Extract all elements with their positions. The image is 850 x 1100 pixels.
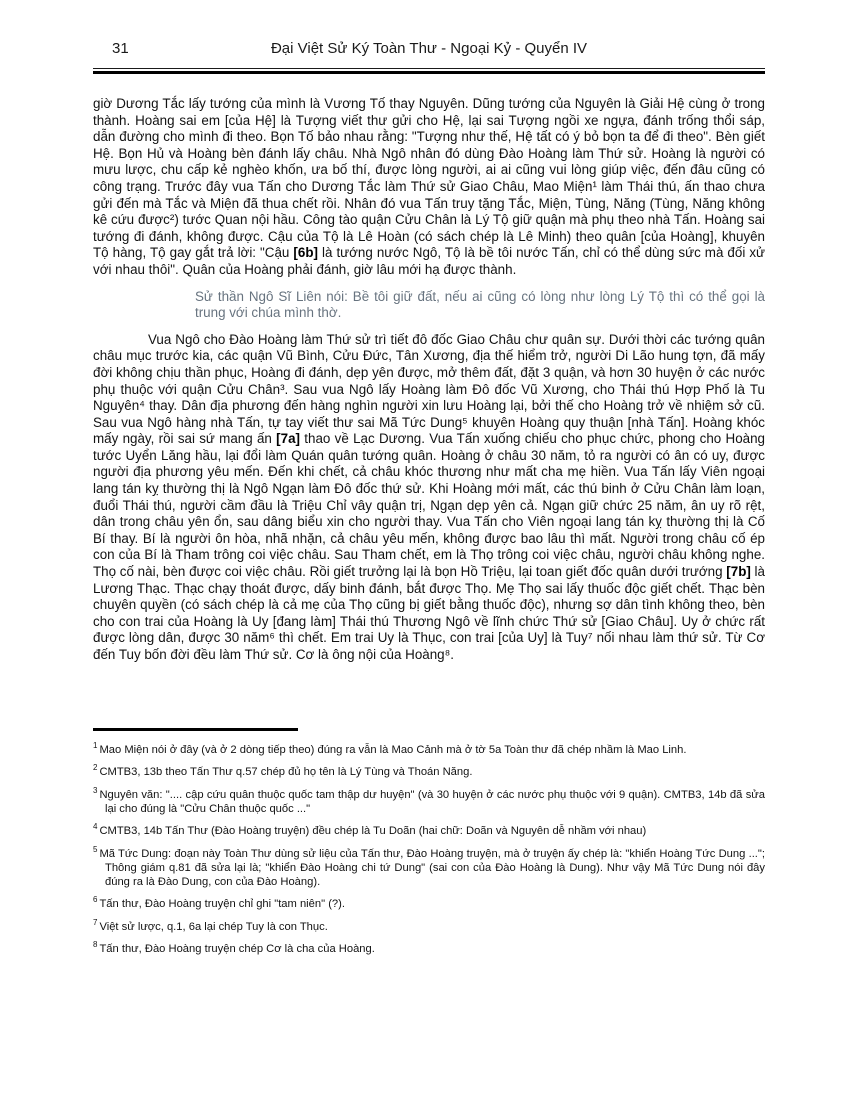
folio-marker-7a: [7a]: [276, 431, 300, 447]
footnote-divider: [93, 728, 298, 731]
footnote-4: [93, 824, 765, 838]
body-text: [93, 96, 765, 664]
page-number: 31: [112, 40, 129, 57]
paragraph-text: giờ Dương Tắc lấy tướng của mình là Vương Tố thay Nguyên. Dũng tướng của Nguyên là Giải Hệ cùng ở trong thành. Hoàng sai em [của Hệ] là Tượng viết thư gửi cho Hệ, lại sai Tượng ngồi xe ngựa, đánh trống thổi sáp, dẫn đường cho mình đi theo. Bọn Tố bảo nhau rằng: "Tượng như thế, Hệ tất có ý bỏ bọn ta để đi theo". Bèn giết Hệ. Bọn Hủ và Hoàng bèn đánh lấy châu. Nhà Ngô nhân đó dùng Đào Hoàng làm Thứ sử. Hoàng là người có mưu lược, chu cấp kẻ nghèo khốn, ưa bố thí, được lòng người, ai ai cũng vui lòng giúp việc, đến đâu cũng có công trạng. Trước đây vua Tấn cho Dương Tắc làm Thứ sử Giao Châu, Mao Miện¹ làm Thái thú, ấn thao chưa gửi đến mà Tắc và Miện đã thua chết rồi. Nhân đó vua Tấn truy tặng Tắc, Miện, Tùng, Năng (Tùng, Năng không kê cứu được²) tước Quan nội hầu. Công tào quận Cửu Chân là Lý Tộ giữ quận mà phụ theo nhà Tấn. Hoàng sai tướng đi đánh, không được. Cậu của Tộ là Lê Hoàn (có sách chép là Lê Minh) theo quân [của Hoàng], khuyên Tộ hàng, Tộ gay gắt trả lời: "Cậu: [93, 96, 765, 261]
footnote-6: [93, 897, 765, 911]
paragraph: [93, 332, 765, 664]
footnote-text: CMTB3, 13b theo Tấn Thư q.57 chép đủ họ tên là Lý Tùng và Thoán Năng.: [99, 766, 473, 779]
footnote-7: [93, 917, 765, 934]
paragraph-text: thao về Lạc Dương. Vua Tấn xuống chiếu cho phục chức, phong cho Hoàng tước Uyển Lăng hầu, lại đổi làm Quán quân tướng quân. Hoàng ở châu 30 năm, tỏ ra người có ân có uy, được người địa phương yêu mến. Đến khi chết, cả châu khóc thương như mất cha mẹ hiền. Vua Tấn lấy Viên ngoại lang tán kỵ thường thị là Ngô Ngạn làm Đô đốc thứ sử. Khi Hoàng mới mất, các thú binh ở Cửu Chân làm loạn, đuổi Thái thú, người cầm đầu là Triệu Chỉ vây quận trị, Ngạn dẹp yên cả. Ngạn giữ chức 25 năm, ân uy rõ rệt, dân trong châu yên ổn, sau dâng biểu xin cho người thay. Vua Tấn cho Viên ngoại lang tán kỵ thường thị là Cố Bí thay. Bí là người ôn hòa, nhã nhặn, cả châu yêu mến, không được bao lâu thì mất. Người trong châu cố ép con của Bí là Tham trông coi việc châu. Sau Tham chết, em là Thọ trông coi việc châu, người châu không nghe. Thọ cố nài, bèn được coi việc châu. Rồi giết trưởng lại là bọn Hồ Triệu, lại toan giết đốc quân dưới trướng: [93, 431, 765, 580]
footnote-text: CMTB3, 14b Tấn Thư (Đào Hoàng truyện) đều chép là Tu Doãn (hai chữ: Doãn và Nguyên dễ nhầm với nhau): [99, 825, 647, 838]
footnote-2: [93, 765, 765, 779]
folio-marker-7b: [7b]: [726, 564, 751, 580]
footnote-number: 8: [93, 940, 98, 950]
footnote-number: 2: [93, 763, 98, 773]
footnote-text: Mao Miện nói ở đây (và ở 2 dòng tiếp theo) đúng ra vẫn là Mao Cảnh mà ở tờ 5a Toàn thư đã chép nhầm là Mao Linh.: [99, 743, 687, 756]
footnote-text: Mã Tức Dung: đoạn này Toàn Thư dùng sử liệu của Tấn thư, Đào Hoàng truyện, mà ở truyện ấy chép là: "khiển Hoàng Tức Dung ..."; Thông giám q.81 đã sửa lại là; "khiển Đào Hoàng chi tứ Dung" (sai con của Đào Hoàng là Dung). Như vậy Mã Tức Dung nói đây đúng ra là Đào Dung, con của Đào Hoàng).: [99, 847, 765, 888]
header-divider: [93, 68, 765, 74]
footnotes-section: [93, 740, 765, 957]
footnote-3: [93, 785, 765, 816]
footnote-8: [93, 942, 765, 956]
footnote-text: Tấn thư, Đào Hoàng truyện chép Cơ là cha của Hoàng.: [99, 943, 375, 956]
footnote-number: 7: [93, 917, 98, 927]
footnote-number: 1: [93, 740, 98, 750]
paragraph: [93, 96, 765, 279]
document-title: Đại Việt Sử Ký Toàn Thư - Ngoại Kỷ - Quyển IV: [270, 40, 588, 57]
page-header: [93, 40, 765, 62]
footnote-text: Nguyên văn: ".... cập cứu quân thuộc quốc tam thập dư huyện" (và 30 huyện ở các nước phụ thuộc với 9 quận). CMTB3, 14b đã sửa lại cho đúng là "Cửu Chân thuộc quốc ...": [99, 788, 765, 815]
folio-marker-6b: [6b]: [293, 245, 318, 261]
paragraph-text: là Lương Thạc. Thạc chạy thoát được, dấy binh đánh, bắt được Thọ. Mẹ Thọ sai lấy thuốc độc giết chết. Thạc bèn chuyên quyền (có sách chép là cả mẹ của Thọ cũng bị giết bằng thuốc độc), nhưng sợ dân tình không theo, bèn cho con trai của Hoàng là Uy [đang làm] Thái thú Thương Ngô về lĩnh chức Thứ sử [Giao Châu]. Uy ở chức rất được lòng dân, được 30 năm⁶ thì chết. Em trai Uy là Thục, con trai [của Uy] là Tuy⁷ nối nhau làm thứ sử. Từ Cơ đến Tuy bốn đời đều làm Thứ sử. Cơ là ông nội của Hoàng⁸.: [93, 564, 765, 662]
footnote-text: Việt sử lược, q.1, 6a lại chép Tuy là con Thục.: [99, 920, 328, 933]
paragraph-text: Vua Ngô cho Đào Hoàng làm Thứ sử trì tiết đô đốc Giao Châu chư quân sự. Dưới thời các tướng quân châu mục trước kia, các quận Vũ Bình, Cửu Đức, Tân Xương, địa thế hiểm trở, người Di Lão hung tợn, đã mấy đời không chịu thần phục, Hoàng đi đánh, dẹp yên được, mở thêm đất, đặt 3 quận, và hơn 30 huyện ở các nước phụ thuộc với quận Cửu Chân³. Sau vua Ngô lấy Hoàng làm Đô đốc Vũ Xương, cho Thái thú Hợp Phố là Tu Nguyên⁴ thay. Dân địa phương đến hàng nghìn người xin lưu Hoàng lại, bởi thế cho Hoàng trở về nhiệm sở cũ. Sau vua Ngô hàng nhà Tấn, tự tay viết thư sai Mã Tức Dung⁵ khuyên Hoàng quy thuận [nhà Tấn]. Hoàng khóc mấy ngày, rồi sai sứ mang ấn: [93, 331, 765, 447]
footnote-text: Tấn thư, Đào Hoàng truyện chỉ ghi "tam niên" (?).: [99, 898, 345, 911]
paragraph-text: là tướng nước Ngô, Tộ là bề tôi nước Tấn, chỉ có thể dùng sức mà đối xử với nhau thôi". Quân của Hoàng phải đánh, giờ lâu mới hạ được thành.: [93, 245, 766, 277]
footnote-5: [93, 844, 765, 889]
footnote-number: 4: [93, 822, 98, 832]
footnote-1: [93, 740, 765, 757]
footnote-number: 6: [93, 895, 98, 905]
footnote-number: 5: [93, 844, 98, 854]
footnote-number: 3: [93, 785, 98, 795]
historian-commentary: Sử thần Ngô Sĩ Liên nói: Bề tôi giữ đất, nếu ai cũng có lòng như lòng Lý Tộ thì có thể gọi là trung với chúa mình thờ.: [195, 288, 765, 321]
